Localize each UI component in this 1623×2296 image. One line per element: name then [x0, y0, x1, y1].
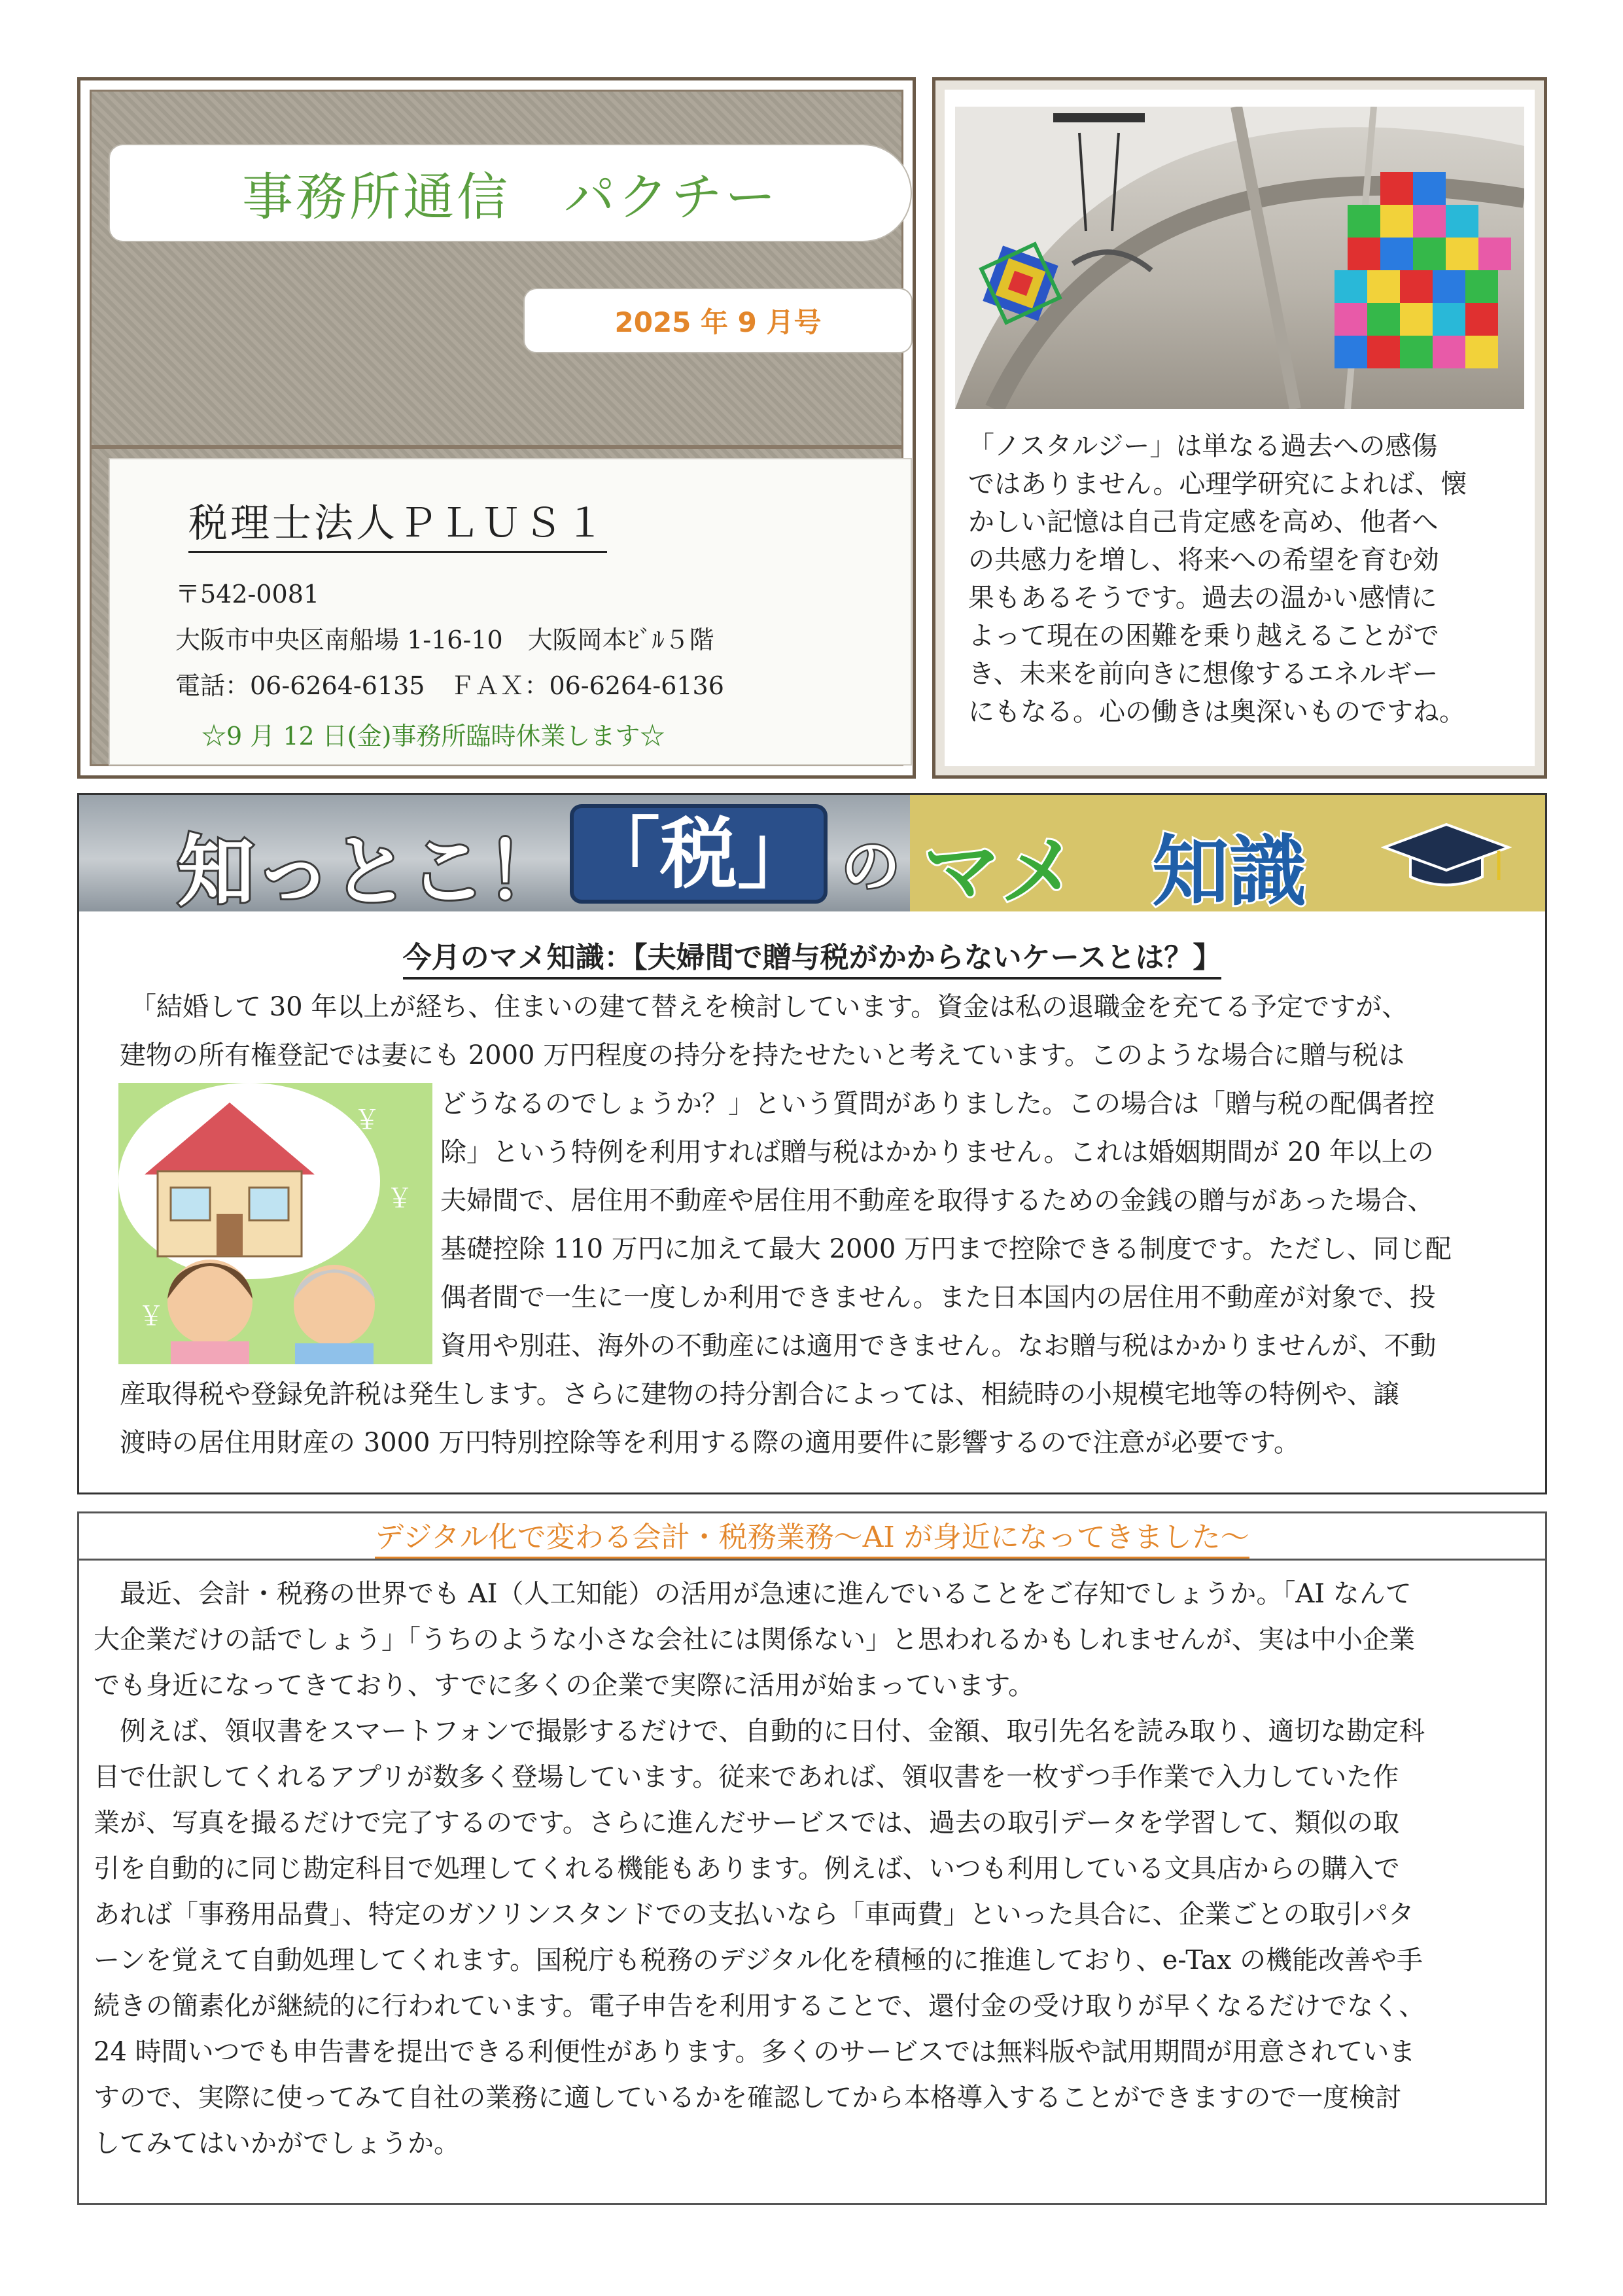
tip-line: 建物の所有権登記では妻にも 2000 万円程度の持分を持たせたいと考えています。このような場合に贈与税は — [120, 1040, 1405, 1070]
couple-house-image — [118, 1083, 432, 1364]
tip-line: 「結婚して 30 年以上が経ち、住まいの建て替えを検討しています。資金は私の退職金を充てる予定ですが、 — [130, 992, 1408, 1022]
body-line: あれば「事務用品費」、特定のガソリンスタンドでの支払いなら「車両費」といった具合に、企業ごとの取引パタ — [94, 1899, 1414, 1930]
issue-date: 2025 年 9 月号 — [523, 288, 913, 353]
stained-glass-illustration — [955, 107, 1524, 409]
banner-text-shittoko: 知っとこ！ — [177, 826, 564, 911]
tip-heading — [79, 934, 1545, 976]
tax-tip-section — [77, 793, 1547, 1494]
tip-line: 夫婦間で、居住用不動産や居住用不動産を取得するための金銭の贈与があった場合、 — [440, 1186, 1434, 1216]
graduation-cap-icon — [1381, 821, 1512, 893]
body-line: 大企業だけの話でしょう」「うちのような小さな会社には関係ない」と思われるかもしれませんが、実は中小企業 — [94, 1625, 1415, 1655]
column-line: 「ノスタルジー」は単なる過去への感傷 — [968, 431, 1438, 461]
office-phone-fax: 電話：06-6264-6135 ＦＡＸ：06-6264-6136 — [175, 671, 724, 700]
tip-line: 基礎控除 110 万円に加えて最大 2000 万円まで控除できる制度です。ただし、同じ配 — [440, 1234, 1452, 1264]
banner-text-chishiki: 知識 — [1152, 826, 1307, 911]
stained-glass-photo — [955, 107, 1524, 409]
nostalgia-column-text — [968, 427, 1518, 731]
tip-heading-text: 今月のマメ知識：【夫婦間で贈与税がかからないケースとは？】 — [403, 941, 1222, 980]
digitalization-section — [77, 1511, 1547, 2205]
tip-line: 渡時の居住用財産の 3000 万円特別控除等を利用する際の適用要件に影響するので注意が必要です。 — [120, 1428, 1300, 1458]
banner-text-zei: 「税」 — [570, 804, 828, 904]
body-line: 例えば、領収書をスマートフォンで撮影するだけで、自動的に日付、金額、取引先名を読み取り、適切な勘定科 — [94, 1716, 1425, 1746]
couple-house-illustration — [118, 1083, 432, 1364]
title-banner — [109, 144, 912, 242]
column-line: き、未来を前向きに想像するエネルギー — [968, 659, 1439, 689]
tip-line: 偶者間で一生に一度しか利用できません。また日本国内の居住用不動産が対象で、投 — [440, 1282, 1436, 1313]
body-line: 目で仕訳してくれるアプリが数多く登場しています。従来であれば、領収書を一枚ずつ手作業で入力していた作 — [94, 1762, 1399, 1792]
digitalization-title — [79, 1513, 1545, 1561]
closure-notice: ☆9 月 12 日(金)事務所臨時休業します☆ — [201, 722, 665, 751]
digitalization-title-text: デジタル化で変わる会計・税務業務～AI が身近になってきました～ — [375, 1513, 1249, 1559]
banner-text-no: の — [841, 832, 900, 901]
yen-mark: ￥ — [387, 1184, 413, 1214]
body-line: でも身近になってきており、すでに多くの企業で実際に活用が始まっています。 — [94, 1670, 1034, 1701]
header-divider — [92, 445, 901, 449]
body-line: すので、実際に使ってみて自社の業務に適しているかを確認してから本格導入することができますので一度検討 — [94, 2083, 1402, 2113]
body-line: ーンを覚えて自動処理してくれます。国税庁も税務のデジタル化を積極的に推進しており、e-Tax の機能改善や手 — [94, 1945, 1423, 1975]
office-postal-code: 〒542-0081 — [175, 580, 320, 609]
body-line: 引を自動的に同じ勘定科目で処理してくれる機能もあります。例えば、いつも利用している文具店からの購入で — [94, 1854, 1400, 1884]
office-address: 大阪市中央区南船場 1-16-10 大阪岡本ﾋﾞﾙ５階 — [175, 626, 714, 654]
newsletter-title: 事務所通信 パクチー — [241, 168, 778, 227]
digitalization-body — [94, 1571, 1533, 2166]
office-info-panel — [109, 458, 912, 766]
newsletter-header — [77, 77, 916, 779]
column-line: ではありません。心理学研究によれば、懐 — [968, 469, 1467, 499]
column-line: にもなる。心の働きは奥深いものですね。 — [968, 697, 1465, 727]
yen-mark: ￥ — [138, 1301, 164, 1332]
body-line: 24 時間いつでも申告書を提出できる利便性があります。多くのサービスでは無料版や試用期間が用意されていま — [94, 2037, 1416, 2067]
photo-column — [932, 77, 1547, 779]
column-line: よって現在の困難を乗り越えることがで — [968, 621, 1439, 651]
column-line: の共感力を増し、将来への希望を育む効 — [968, 545, 1439, 575]
body-line: 最近、会計・税務の世界でも AI（人工知能）の活用が急速に進んでいることをご存知でしょうか。「AI なんて — [94, 1579, 1412, 1609]
banner-text-mame: マメ — [923, 826, 1078, 911]
column-line: かしい記憶は自己肯定感を高め、他者へ — [968, 507, 1439, 537]
yen-mark: ￥ — [354, 1105, 380, 1135]
tip-line: どうなるのでしょうか？」という質問がありました。この場合は「贈与税の配偶者控 — [440, 1089, 1435, 1119]
body-line: 続きの簡素化が継続的に行われています。電子申告を利用することで、還付金の受け取りが早くなるだけでなく、 — [94, 1991, 1425, 2021]
tip-line: 産取得税や登録免許税は発生します。さらに建物の持分割合によっては、相続時の小規模宅地等の特例や、譲 — [120, 1379, 1399, 1409]
body-line: 業が、写真を撮るだけで完了するのです。さらに進んだサービスでは、過去の取引データを学習して、類似の取 — [94, 1808, 1399, 1838]
header-background — [90, 90, 903, 766]
tax-tip-banner — [79, 795, 1545, 911]
office-name: 税理士法人ＰＬＵＳ１ — [188, 492, 607, 553]
tip-line: 資用や別荘、海外の不動産には適用できません。なお贈与税はかかりませんが、不動 — [440, 1331, 1437, 1361]
body-line: してみてはいかがでしょうか。 — [94, 2128, 460, 2159]
column-line: 果もあるそうです。過去の温かい感情に — [968, 583, 1437, 613]
tip-line: 除」という特例を利用すれば贈与税はかかりません。これは婚姻期間が 20 年以上の — [440, 1137, 1434, 1167]
